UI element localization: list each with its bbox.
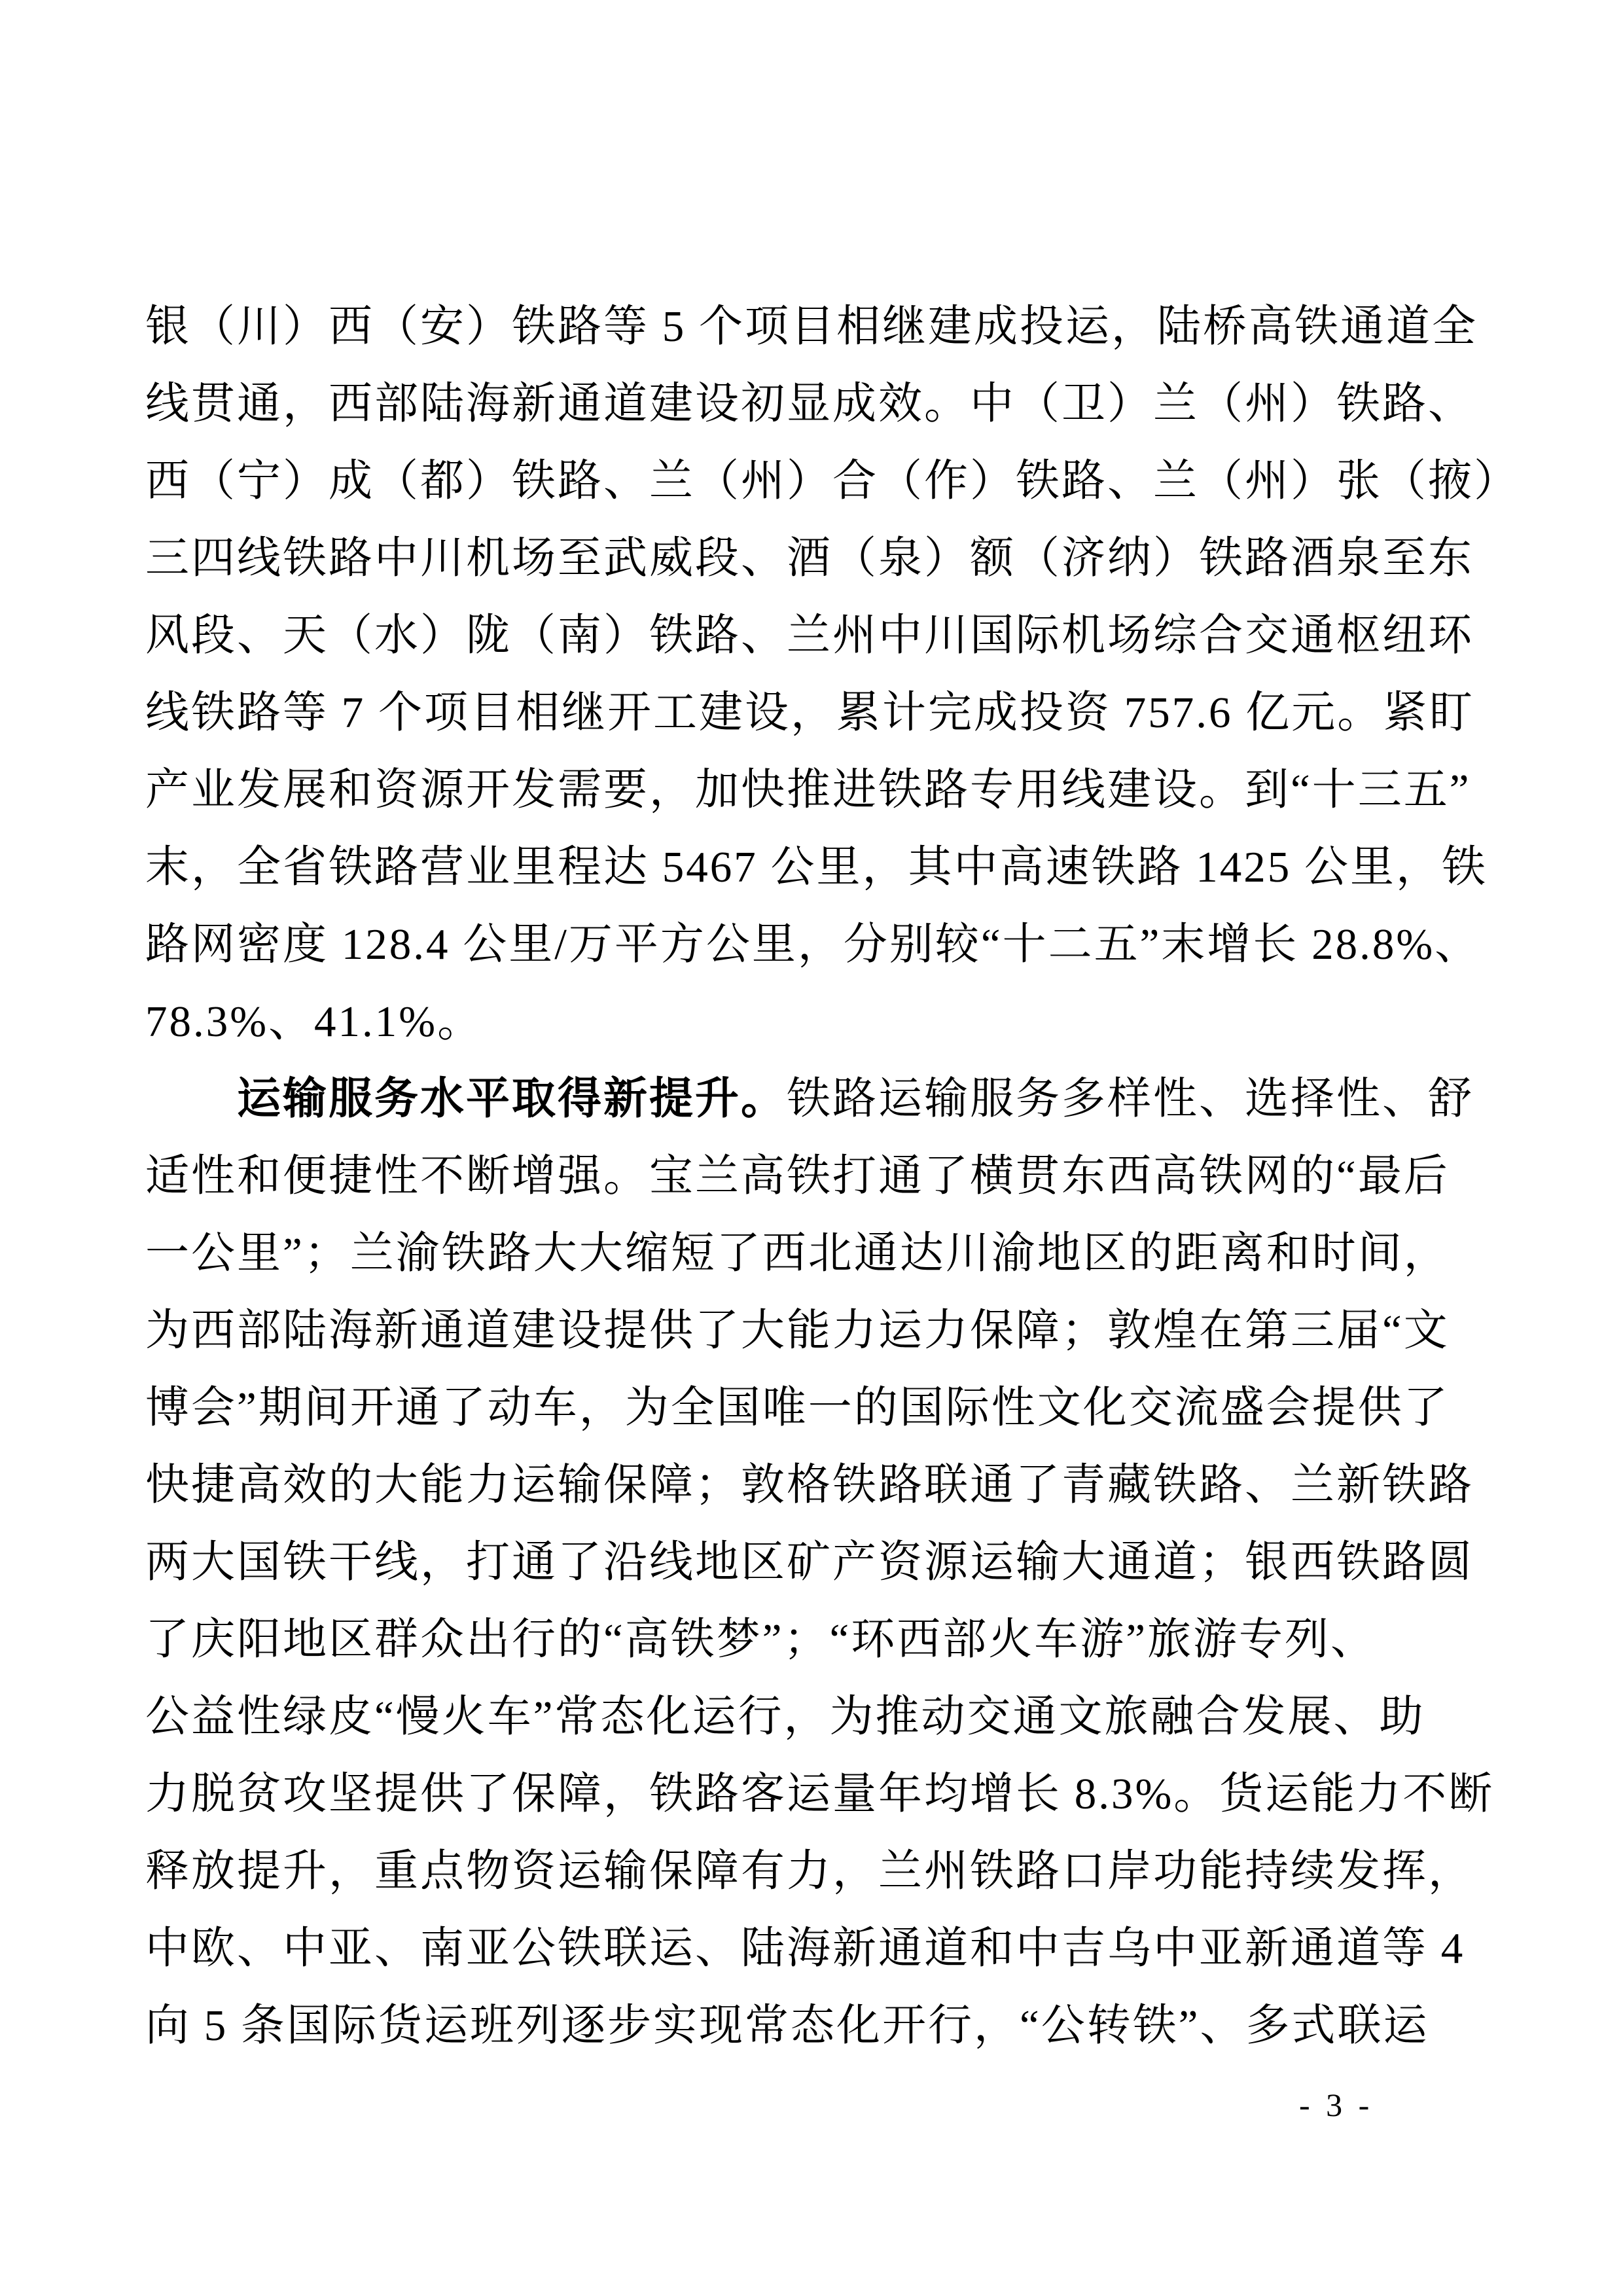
line-text: 两大国铁干线，打通了沿线地区矿产资源运输大通道；银西铁路圆 xyxy=(145,1538,1474,1587)
text-line xyxy=(145,1601,1533,1678)
text-line xyxy=(145,1060,1533,1138)
line-text: 中欧、中亚、南亚公铁联运、陆海新通道和中吉乌中亚新通道等 4 xyxy=(145,1924,1465,1973)
line-text: 适性和便捷性不断增强。宝兰高铁打通了横贯东西高铁网的“最后 xyxy=(145,1152,1450,1200)
text-line xyxy=(145,751,1533,829)
text-line xyxy=(145,1833,1533,1910)
text-line xyxy=(145,1678,1533,1755)
line-text: 为西部陆海新通道建设提供了大能力运力保障；敦煌在第三届“文 xyxy=(145,1306,1450,1355)
line-text: 线贯通，西部陆海新通道建设初显成效。中（卫）兰（州）铁路、 xyxy=(145,380,1474,428)
text-line xyxy=(145,597,1533,674)
text-line xyxy=(145,1524,1533,1601)
text-line xyxy=(145,365,1533,442)
paragraph-heading: 运输服务水平取得新提升。 xyxy=(237,1075,787,1123)
line-text: 风段、天（水）陇（南）铁路、兰州中川国际机场综合交通枢纽环 xyxy=(145,611,1474,660)
line-text: 铁路运输服务多样性、选择性、舒 xyxy=(787,1075,1474,1123)
line-text: 公益性绿皮“慢火车”常态化运行，为推动交通文旅融合发展、助 xyxy=(145,1693,1425,1741)
text-block xyxy=(145,288,1533,2064)
line-text: 力脱贫攻坚提供了保障，铁路客运量年均增长 8.3%。货运能力不断 xyxy=(145,1770,1495,1818)
text-line xyxy=(145,1215,1533,1292)
page-number: - 3 - xyxy=(1299,2087,1374,2123)
text-line xyxy=(145,1138,1533,1215)
line-text: 西（宁）成（都）铁路、兰（州）合（作）铁路、兰（州）张（掖） xyxy=(145,457,1520,505)
line-text: 路网密度 128.4 公里/万平方公里，分别较“十二五”末增长 28.8%、 xyxy=(145,920,1481,969)
line-text: 银（川）西（安）铁路等 5 个项目相继建成投运，陆桥高铁通道全 xyxy=(145,302,1478,351)
text-line xyxy=(145,674,1533,751)
text-line xyxy=(145,906,1533,983)
text-line xyxy=(145,288,1533,365)
line-text: 末，全省铁路营业里程达 5467 公里，其中高速铁路 1425 公里，铁 xyxy=(145,843,1488,891)
line-text: 向 5 条国际货运班列逐步实现常态化开行，“公转铁”、多式联运 xyxy=(145,2001,1429,2050)
text-line xyxy=(145,1987,1533,2064)
line-text: 快捷高效的大能力运输保障；敦格铁路联通了青藏铁路、兰新铁路 xyxy=(145,1461,1474,1509)
line-text: 了庆阳地区群众出行的“高铁梦”；“环西部火车游”旅游专列、 xyxy=(145,1615,1376,1664)
line-text: 线铁路等 7 个项目相继开工建设，累计完成投资 757.6 亿元。紧盯 xyxy=(145,689,1475,737)
text-line xyxy=(145,1910,1533,1987)
text-line xyxy=(145,442,1533,520)
text-line xyxy=(145,520,1533,597)
line-text: 产业发展和资源开发需要，加快推进铁路专用线建设。到“十三五” xyxy=(145,766,1471,814)
line-text: 一公里”；兰渝铁路大大缩短了西北通达川渝地区的距离和时间， xyxy=(145,1229,1450,1278)
text-line xyxy=(145,829,1533,906)
line-text: 博会”期间开通了动车，为全国唯一的国际性文化交流盛会提供了 xyxy=(145,1384,1450,1432)
line-text: 三四线铁路中川机场至武威段、酒（泉）额（济纳）铁路酒泉至东 xyxy=(145,534,1474,583)
line-text: 78.3%、41.1%。 xyxy=(145,997,484,1046)
text-line xyxy=(145,1292,1533,1369)
text-line xyxy=(145,983,1533,1060)
text-line xyxy=(145,1369,1533,1446)
line-text: 释放提升，重点物资运输保障有力，兰州铁路口岸功能持续发挥， xyxy=(145,1847,1474,1895)
text-line xyxy=(145,1446,1533,1524)
text-line xyxy=(145,1755,1533,1833)
